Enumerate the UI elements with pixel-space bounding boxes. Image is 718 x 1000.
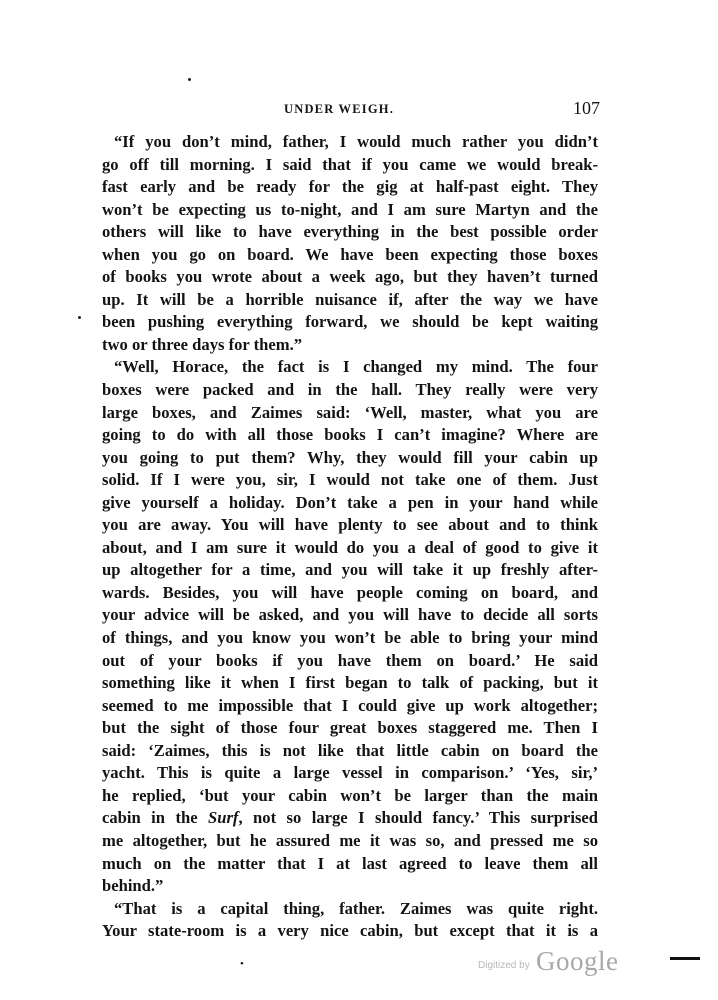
text-line: behind.” <box>102 876 164 896</box>
text-line: solid. If I were you, sir, I would not take one of them. Just <box>102 470 598 490</box>
text-line: your advice will be asked, and you will have to decide all sorts <box>102 605 598 625</box>
running-head <box>104 100 600 124</box>
text-line: fast early and be ready for the gig at half-past eight. They <box>102 177 598 197</box>
text-line: but the sight of those four great boxes staggered me. Then I <box>102 718 598 738</box>
text-line: about, and I am sure it would do you a deal of good to give it <box>102 537 598 557</box>
text-line: said: ‘Zaimes, this is not like that little cabin on board the <box>102 740 598 760</box>
text-line: others will like to have everything in the best possible order <box>102 222 598 242</box>
footer-mark: • <box>240 958 244 970</box>
text-line: been pushing everything forward, we should be kept waiting <box>102 312 598 332</box>
text-line: of things, and you know you won’t be able to bring your mind <box>102 628 598 648</box>
text-line: out of your books if you have them on board.’ He said <box>102 650 598 670</box>
text-line: two or three days for them.” <box>102 334 303 354</box>
text-line: “Well, Horace, the fact is I changed my mind. The four <box>114 357 598 377</box>
text-line: me altogether, but he assured me it was so, and pressed me so <box>102 830 598 850</box>
digitized-watermark <box>478 946 638 982</box>
text-line: you are away. You will have plenty to see about and to think <box>102 515 598 535</box>
edge-mark <box>670 957 700 960</box>
page-number: 107 <box>573 98 600 118</box>
text-line: up altogether for a time, and you will take it up freshly after- <box>102 560 598 580</box>
text-line: “If you don’t mind, father, I would much rather you didn’t <box>114 132 598 151</box>
text-line: something like it when I first began to talk of packing, but it <box>102 673 598 693</box>
body-text <box>102 131 598 943</box>
text-line: won’t be expecting us to-night, and I am sure Martyn and the <box>102 199 598 219</box>
text-line: wards. Besides, you will have people coming on board, and <box>102 582 598 602</box>
ship-name: Surf <box>208 808 239 828</box>
scan-speck <box>78 316 81 319</box>
digitized-by-text: Digitized by <box>478 960 530 971</box>
text-line: cabin in the Surf, not so large I should fancy.’ This surprised <box>102 808 598 828</box>
text-line: give yourself a holiday. Don’t take a pen in your hand while <box>102 492 598 512</box>
text-line: much on the matter that I at last agreed to leave them all <box>102 853 598 873</box>
text-line: up. It will be a horrible nuisance if, after the way we have <box>102 289 598 309</box>
google-logo: Google <box>536 946 619 976</box>
text-line: “That is a capital thing, father. Zaimes was quite right. <box>114 898 598 918</box>
text-line: when you go on board. We have been expecting those boxes <box>102 244 598 264</box>
text-line: Your state-room is a very nice cabin, but except that it is a <box>102 921 598 941</box>
text-line: you going to put them? Why, they would fill your cabin up <box>102 447 598 467</box>
text-line: seemed to me impossible that I could give up work altogether; <box>102 695 598 715</box>
text-line: going to do with all those books I can’t imagine? Where are <box>102 425 598 445</box>
text-line: go off till morning. I said that if you came we would break- <box>102 154 598 174</box>
running-title: UNDER WEIGH. <box>284 102 395 116</box>
text-line: he replied, ‘but your cabin won’t be larger than the main <box>102 785 598 805</box>
text-line: boxes were packed and in the hall. They really were very <box>102 380 598 400</box>
text-line: yacht. This is quite a large vessel in comparison.’ ‘Yes, sir,’ <box>102 763 598 783</box>
text-line: of books you wrote about a week ago, but they haven’t turned <box>102 267 598 287</box>
text-line: large boxes, and Zaimes said: ‘Well, master, what you are <box>102 402 598 422</box>
scan-speck <box>188 78 191 81</box>
